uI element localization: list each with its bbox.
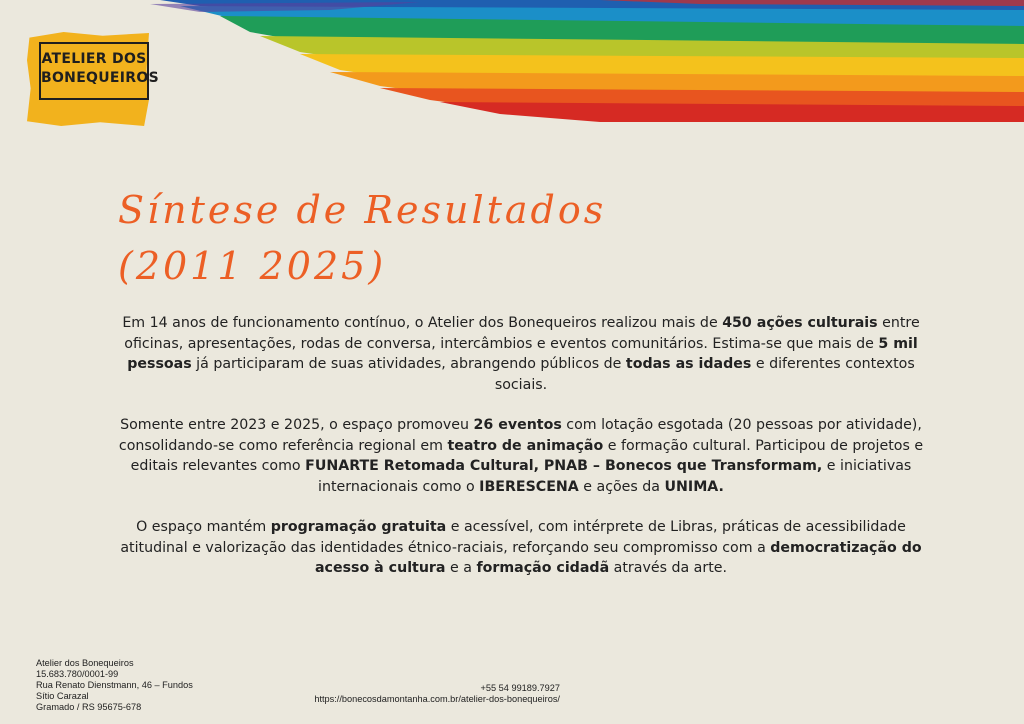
rainbow-paint-header xyxy=(0,0,1024,124)
highlight-text: UNIMA. xyxy=(664,478,724,495)
body-text: entre oficinas, apresentações, rodas de conversa, intercâmbios e eventos comunitários. Estima-se que mais de xyxy=(124,315,920,352)
logo xyxy=(39,42,159,100)
body-text: e formação cultural. Participou de projetos e editais relevantes como xyxy=(130,437,924,474)
footer-street: Rua Renato Dienstmann, 46 – Fundos xyxy=(36,680,193,690)
highlight-text: FUNARTE Retomada Cultural, PNAB – Bonecos que Transformam, xyxy=(305,458,823,474)
highlight-text: democratização do acesso à cultura xyxy=(314,539,922,576)
body-text: com lotação esgotada (20 pessoas por atividade), consolidando-se como referência regional em xyxy=(118,417,922,454)
footer-contact xyxy=(276,683,560,705)
body-text: Em 14 anos de funcionamento contínuo, o Atelier dos Bonequeiros realizou mais de xyxy=(122,315,723,331)
logo-line-1: ATELIER DOS xyxy=(41,51,147,67)
logo-line-2: BONEQUEIROS xyxy=(41,70,159,86)
body-text: e ações da xyxy=(578,478,665,495)
highlight-text: IBERESCENA xyxy=(479,478,579,495)
body-text: já participaram de suas atividades, abrangendo públicos de xyxy=(191,356,626,372)
highlight-text: 26 eventos xyxy=(473,417,562,433)
footer-place: Sítio Carazal xyxy=(36,691,89,701)
highlight-text: formação cidadã xyxy=(476,560,610,576)
body-text: e a xyxy=(445,560,477,576)
title-line-2: (2011 2025) xyxy=(118,244,387,288)
footer-org-name: Atelier dos Bonequeiros xyxy=(36,658,134,668)
body-text: e iniciativas internacionais como o xyxy=(318,458,912,495)
footer-address xyxy=(36,658,193,713)
highlight-text: teatro de animação xyxy=(447,437,604,454)
paragraph-accessibility xyxy=(108,517,934,579)
body-text: Somente entre 2023 e 2025, o espaço promoveu xyxy=(120,417,474,433)
highlight-text: 5 mil pessoas xyxy=(127,335,918,372)
footer-website-link[interactable]: https://bonecosdamontanha.com.br/atelier-dos-bonequeiros/ xyxy=(314,694,560,704)
page-title xyxy=(118,182,606,294)
rainbow-brush-strokes xyxy=(0,0,1024,124)
summary-body xyxy=(108,313,934,599)
highlight-text: todas as idades xyxy=(625,356,752,372)
paragraph-activities xyxy=(108,313,934,395)
paragraph-events xyxy=(108,415,934,497)
footer-cnpj: 15.683.780/0001-99 xyxy=(36,669,119,679)
body-text: e acessível, com intérprete de Libras, práticas de acessibilidade atitudinal e valorização das identidades étnico-raciais, reforçando seu compromisso com a xyxy=(120,519,906,556)
body-text: e diferentes contextos sociais. xyxy=(494,356,915,393)
footer-phone: +55 54 99189.7927 xyxy=(480,683,560,693)
highlight-text: programação gratuita xyxy=(270,519,447,535)
body-text: O espaço mantém xyxy=(136,519,271,535)
body-text: através da arte. xyxy=(609,560,728,576)
footer-city: Gramado / RS 95675-678 xyxy=(36,702,142,712)
title-line-1: Síntese de Resultados xyxy=(118,188,607,232)
highlight-text: 450 ações culturais xyxy=(722,315,878,331)
